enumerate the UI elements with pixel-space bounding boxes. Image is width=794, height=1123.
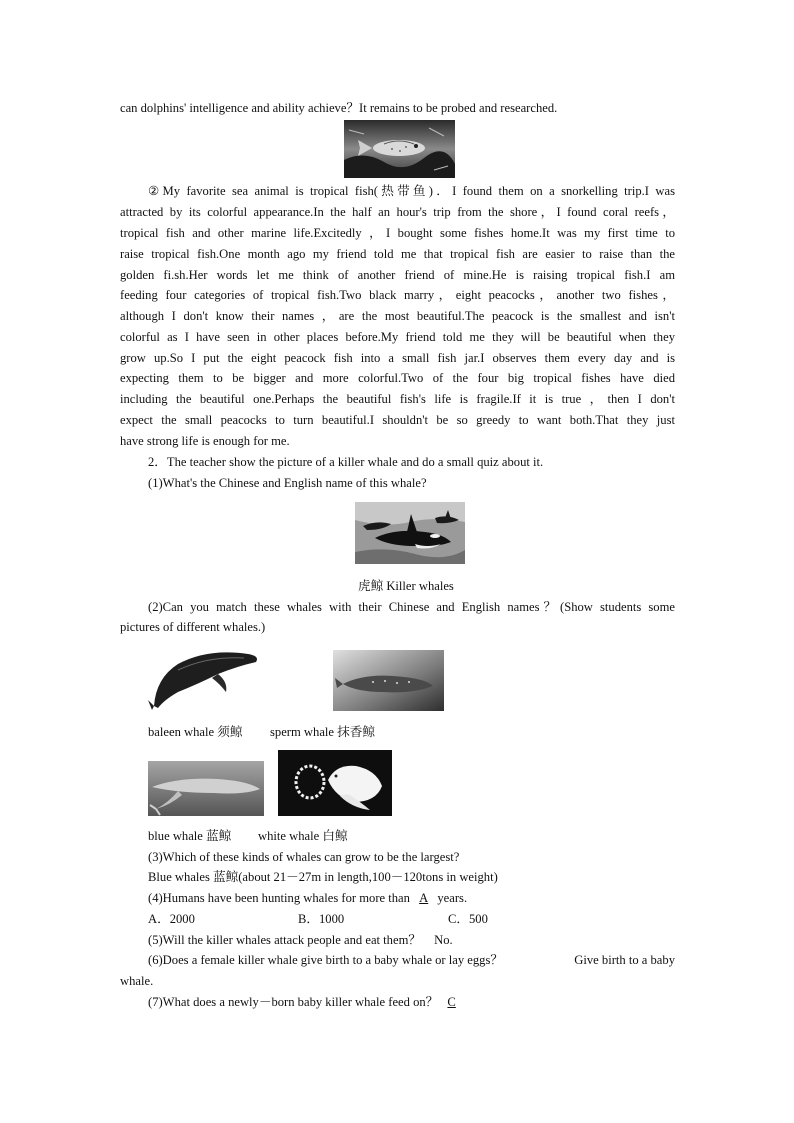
white-whale-label: white whale 白鲸 <box>258 829 348 843</box>
question-2-line2: pictures of different whales.) <box>120 620 266 634</box>
option-b: B．1000 <box>298 912 345 926</box>
blue-whale-label: blue whale 蓝鲸 <box>148 829 232 843</box>
intro-line: can dolphins' intelligence and ability achieve？It remains to be probed and researched. <box>120 101 558 115</box>
question-3-answer: Blue whales 蓝鲸(about 21－27m in length,100－120tons in weight) <box>148 870 498 884</box>
paragraph-line: expect the small peacocks to turn beautiful.I shouldn't be so greedy to want both.That they just <box>120 413 675 427</box>
question-2-line1: (2)Can you match these whales with their Chinese and English names？(Show students some <box>148 600 675 614</box>
question-6-text: (6)Does a female killer whale give birth to a baby whale or lay eggs？ <box>148 953 503 967</box>
paragraph-line: tropical fish and other marine life.Excitedly ，I bought some fishes home.It was my first time to <box>120 226 675 240</box>
question-6-answer: Give birth to a baby <box>574 953 675 967</box>
blue-whale-photo <box>148 761 264 816</box>
section-2-title: 2．The teacher show the picture of a killer whale and do a small quiz about it. <box>148 455 544 469</box>
white-whale-photo <box>278 750 392 816</box>
question-4-text: (4)Humans have been hunting whales for more than <box>148 891 410 905</box>
question-6 <box>148 953 675 967</box>
baleen-whale-label: baleen whale 须鲸 <box>148 725 243 739</box>
sperm-whale-label: sperm whale 抹香鲸 <box>270 725 375 739</box>
question-4 <box>148 891 467 905</box>
answer-blank: A <box>419 891 429 905</box>
paragraph-line: colorful as I have seen in other places before.My friend told me they will be beautiful when they <box>120 330 675 344</box>
question-5-answer: No. <box>434 933 453 947</box>
question-7 <box>148 995 462 1009</box>
paragraph-line: including the beautiful one.Perhaps the beautiful fish's life is fragile.If it is true ，then I don't <box>120 392 675 406</box>
paragraph-line: attracted by its colorful appearance.In the half an hour's trip from the shore，I found coral reefs， <box>120 205 675 219</box>
paragraph-line: feeding four categories of tropical fish.Two black marry，eight peacocks，another two fishes， <box>120 288 675 302</box>
question-4-suffix: years. <box>437 891 468 905</box>
paragraph-line: grow up.So I put the eight peacock fish into a small fish jar.I observes them every day and is <box>120 351 675 365</box>
question-7-text: (7)What does a newly－born baby killer whale feed on？ <box>148 995 439 1009</box>
fish-photo <box>344 120 455 178</box>
sperm-whale-photo <box>333 650 444 711</box>
baleen-whale-photo <box>148 648 262 711</box>
option-c: C．500 <box>448 912 488 926</box>
paragraph-line: ②My favorite sea animal is tropical fish(热带鱼)．I found them on a snorkelling trip.I was <box>148 184 675 198</box>
paragraph-line: golden fi.sh.Her words let me think of another friend of mine.He is raising tropical fish.I am <box>120 268 675 282</box>
paragraph-line: have strong life is enough for me. <box>120 434 290 448</box>
question-1: (1)What's the Chinese and English name of this whale? <box>148 476 427 490</box>
paragraph-line: expecting them to be bigger and more colorful.Two of the four big tropical fishes have died <box>120 371 675 385</box>
option-a: A．2000 <box>148 912 195 926</box>
killer-whale-caption: 虎鲸 Killer whales <box>358 579 454 593</box>
question-5 <box>148 933 453 947</box>
question-3: (3)Which of these kinds of whales can grow to be the largest? <box>148 850 460 864</box>
killer-whale-photo <box>355 502 465 564</box>
paragraph-line: raise tropical fish.One month ago my friend told me that tropical fish are easier to raise than the <box>120 247 675 261</box>
question-5-text: (5)Will the killer whales attack people and eat them？ <box>148 933 421 947</box>
paragraph-line: although I don't know their names ，are the most beautiful.The peacock is the smallest and isn't <box>120 309 675 323</box>
question-6-line2: whale. <box>120 974 154 988</box>
answer-blank: C <box>447 995 456 1009</box>
